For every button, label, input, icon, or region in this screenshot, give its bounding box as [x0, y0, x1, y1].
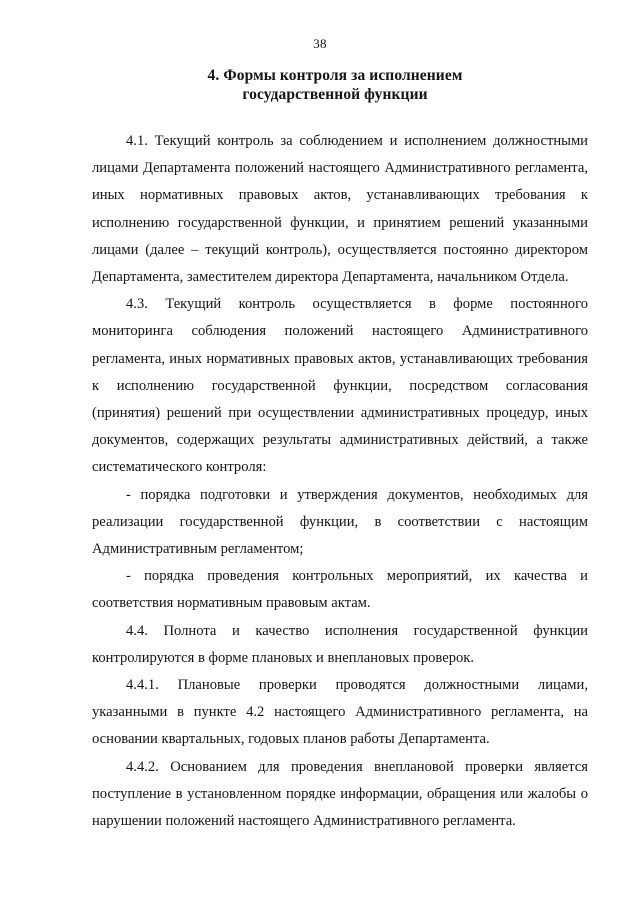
paragraph-4-4-1: 4.4.1. Плановые проверки проводятся должностными лицами, указанными в пункте 4.2 настоящего Административного регламента, на основании квартальных, годовых планов работы Департамента.	[92, 677, 588, 748]
paragraph-4-4: 4.4. Полнота и качество исполнения государственной функции контролируются в форме плановых и внеплановых проверок.	[92, 622, 588, 666]
section-title	[120, 66, 550, 104]
page-number: 38	[313, 36, 327, 51]
paragraph-4-1: 4.1. Текущий контроль за соблюдением и исполнением должностными лицами Департамента положений настоящего Административного регламента, иных нормативных правовых актов, устанавливающих требования к исполнению государственной функции, и принятием решений указанными лицами (далее – текущий контроль), осуществляется постоянно директором Департамента, заместителем директора Департамента, начальником Отдела.	[92, 133, 588, 286]
document-body	[92, 128, 588, 835]
paragraph-4-4-2: 4.4.2. Основанием для проведения внеплановой проверки является поступление в установленном порядке информации, обращения или жалобы о нарушении положений настоящего Административного регламента.	[92, 758, 588, 830]
section-title-line-2: государственной функции	[242, 86, 428, 103]
list-item-document-preparation: - порядка подготовки и утверждения документов, необходимых для реализации государственной функции, в соответствии с настоящим Административным регламентом;	[92, 486, 588, 558]
list-item-control-measures: - порядка проведения контрольных мероприятий, их качества и соответствия нормативным правовым актам.	[92, 568, 588, 612]
paragraph-4-3: 4.3. Текущий контроль осуществляется в форме постоянного мониторинга соблюдения положений настоящего Административного регламента, иных нормативных правовых актов, устанавливающих требования к исполнению государственной функции, посредством согласования (принятия) решений при осуществлении административных процедур, иных документов, содержащих результаты административных действий, а также систематического контроля:	[92, 296, 588, 476]
section-title-line-1: 4. Формы контроля за исполнением	[207, 67, 463, 84]
